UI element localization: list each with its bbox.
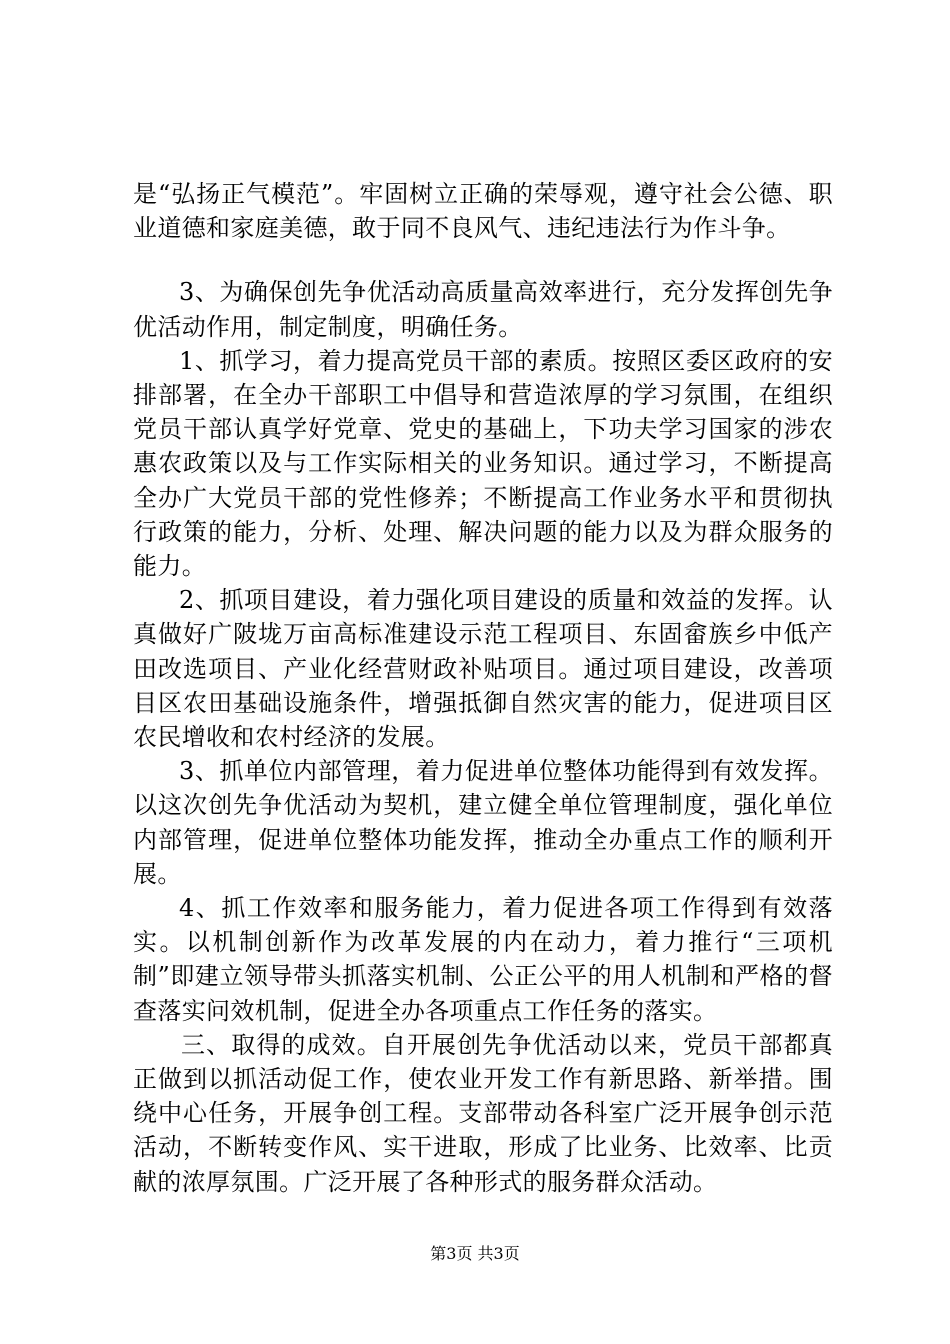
- paragraph-item-1-study: 1、抓学习，着力提高党员干部的素质。按照区委区政府的安排部署，在全办干部职工中倡导和营造浓厚的学习氛围，在组织党员干部认真学好党章、党史的基础上，下功夫学习国家的涉农惠农政策以及与工作实际相关的业务知识。通过学习，不断提高全办广大党员干部的党性修养；不断提高工作业务水平和贯彻执行政策的能力，分析、处理、解决问题的能力以及为群众服务的能力。: [133, 346, 833, 581]
- paragraph-section-results: 三、取得的成效。自开展创先争优活动以来，党员干部都真正做到以抓活动促工作，使农业开发工作有新思路、新举措。围绕中心任务，开展争创工程。支部带动各科室广泛开展争创示范活动，不断转变作风、实干进取，形成了比业务、比效率、比贡献的浓厚氛围。广泛开展了各种形式的服务群众活动。: [133, 1030, 833, 1196]
- paragraph-continuation: 是“弘扬正气模范”。牢固树立正确的荣辱观，遵守社会公德、职业道德和家庭美德，敢于同不良风气、违纪违法行为作斗争。: [133, 180, 833, 243]
- document-body: [133, 177, 833, 1199]
- paragraph-item-2-projects: 2、抓项目建设，着力强化项目建设的质量和效益的发挥。认真做好广陂垅万亩高标准建设示范工程项目、东固畲族乡中低产田改选项目、产业化经营财政补贴项目。通过项目建设，改善项目区农田基础设施条件，增强抵御自然灾害的能力，促进项目区农民增收和农村经济的发展。: [133, 586, 833, 752]
- paragraph-item-4-efficiency: 4、抓工作效率和服务能力，着力促进各项工作得到有效落实。以机制创新作为改革发展的内在动力，着力推行“三项机制”即建立领导带头抓落实机制、公正公平的用人机制和严格的督查落实问效机制，促进全办各项重点工作任务的落实。: [133, 894, 833, 1025]
- paragraph-section-3: 3、为确保创先争优活动高质量高效率进行，充分发挥创先争优活动作用，制定制度，明确任务。: [133, 278, 833, 341]
- paragraph-item-3-management: 3、抓单位内部管理，着力促进单位整体功能得到有效发挥。以这次创先争优活动为契机，建立健全单位管理制度，强化单位内部管理，促进单位整体功能发挥，推动全办重点工作的顺利开展。: [133, 757, 833, 888]
- page-footer: 第3页 共3页: [430, 1244, 520, 1263]
- paragraph-gap: [133, 245, 833, 275]
